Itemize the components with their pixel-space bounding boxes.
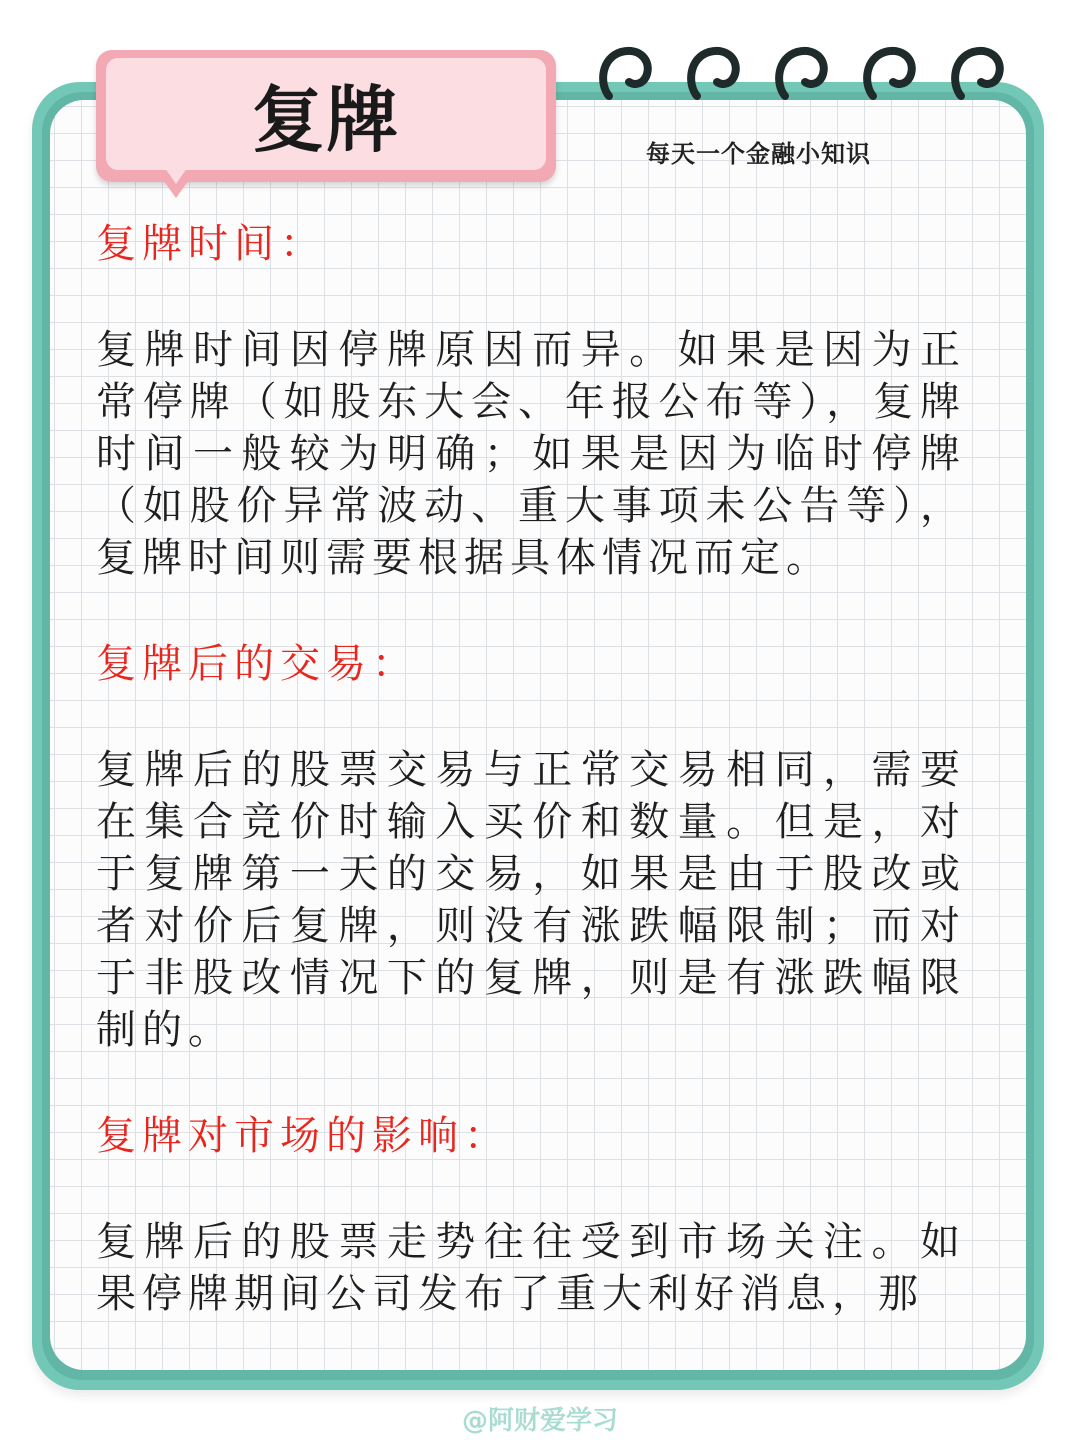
section-heading-trading: 复牌后的交易： (96, 641, 418, 687)
spiral-ring-icon (771, 40, 835, 120)
article-content (96, 216, 966, 1320)
section-heading-market-impact: 复牌对市场的影响： (96, 1113, 510, 1159)
page-title: 复牌 (251, 78, 400, 162)
spiral-ring-icon (683, 40, 747, 120)
section-heading-resume-time: 复牌时间： (96, 221, 326, 267)
spiral-ring-icon (595, 40, 659, 120)
title-tag-pointer-fill (165, 168, 187, 184)
spiral-rings (595, 40, 1015, 120)
section-body-trading: 复牌后的股票交易与正常交易相同，需要在集合竞价时输入买价和数量。但是，对于复牌第一天的交易，如果是由于股改或者对价后复牌，则没有涨跌幅限制；而对于非股改情况下的复牌，则是有涨跌幅限制的。 (96, 747, 966, 1053)
author-watermark: @阿财爱学习 (461, 1406, 618, 1436)
section-body-resume-time: 复牌时间因停牌原因而异。如果是因为正常停牌（如股东大会、年报公布等），复牌时间一般较为明确；如果是因为临时停牌（如股价异常波动、重大事项未公告等），复牌时间则需要根据具体情况而定。 (96, 327, 966, 581)
spiral-ring-icon (859, 40, 923, 120)
page-subtitle: 每天一个金融小知识 (646, 140, 871, 168)
spiral-ring-icon (947, 40, 1011, 120)
section-body-market-impact: 复牌后的股票走势往往受到市场关注。如果停牌期间公司发布了重大利好消息，那 (96, 1219, 966, 1317)
